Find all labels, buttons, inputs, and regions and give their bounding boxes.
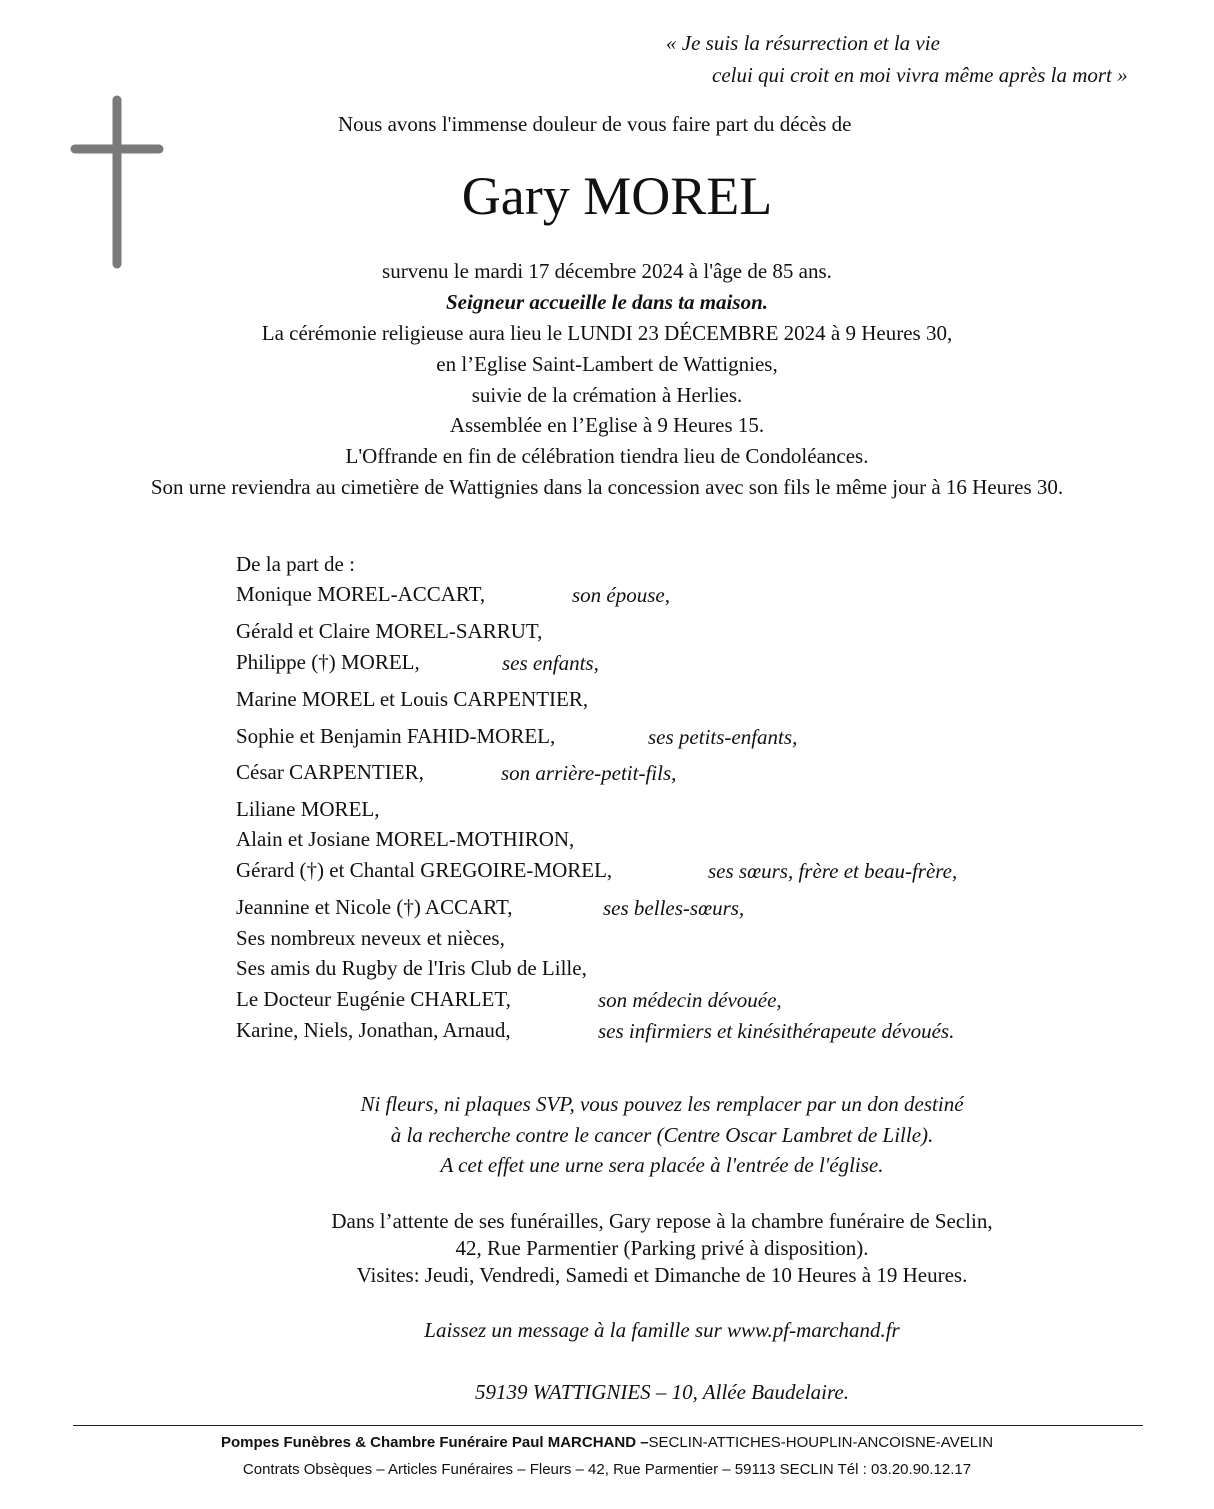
message-link[interactable]: Laissez un message à la famille sur www.pf-marchand.fr: [424, 1318, 900, 1342]
prayer-line: Seigneur accueille le dans ta maison.: [445, 290, 768, 314]
offering-line: L'Offrande en fin de célébration tiendra lieu de Condoléances.: [345, 444, 869, 468]
family-name: Sophie et Benjamin FAHID-MOREL,: [236, 724, 556, 748]
intro-text: Nous avons l'immense douleur de vous faire part du décès de: [338, 112, 852, 136]
assembly-line: Assemblée en l’Eglise à 9 Heures 15.: [449, 413, 765, 437]
footer-company: Pompes Funèbres & Chambre Funéraire Paul MARCHAND –: [220, 1434, 649, 1451]
family-name: Philippe (†) MOREL,: [236, 650, 420, 674]
ceremony-line: La cérémonie religieuse aura lieu le LUNDI 23 DÉCEMBRE 2024 à 9 Heures 30,: [261, 321, 953, 345]
footer-divider: [73, 1425, 1143, 1426]
footer-line-1: [0, 1434, 1214, 1451]
repose-line-3: Visites: Jeudi, Vendredi, Samedi et Dimanche de 10 Heures à 19 Heures.: [356, 1263, 968, 1287]
family-name: Liliane MOREL,: [236, 797, 380, 821]
family-name: Alain et Josiane MOREL-MOTHIRON,: [236, 827, 575, 851]
death-notice: survenu le mardi 17 décembre 2024 à l'âge de 85 ans.: [382, 259, 832, 283]
family-name: Monique MOREL-ACCART,: [236, 582, 486, 606]
family-relation: son arrière-petit-fils,: [501, 761, 677, 785]
urn-line: Son urne reviendra au cimetière de Wattignies dans la concession avec son fils le même jour à 16 Heures 30.: [150, 475, 1064, 499]
family-relation: ses sœurs, frère et beau-frère,: [708, 859, 958, 883]
family-relation: ses enfants,: [502, 651, 599, 675]
family-name: Gérard (†) et Chantal GREGOIRE-MOREL,: [236, 858, 613, 882]
family-address: 59139 WATTIGNIES – 10, Allée Baudelaire.: [475, 1380, 849, 1404]
family-relation: ses petits-enfants,: [648, 725, 798, 749]
family-name: Marine MOREL et Louis CARPENTIER,: [236, 687, 589, 711]
family-heading: De la part de :: [236, 552, 355, 576]
deceased-name: Gary MOREL: [461, 166, 773, 226]
family-relation: ses belles-sœurs,: [603, 896, 745, 920]
quote-line-2: celui qui croit en moi vivra même après la mort »: [712, 63, 1128, 87]
family-name: Ses amis du Rugby de l'Iris Club de Lille,: [236, 956, 587, 980]
family-name: Gérald et Claire MOREL-SARRUT,: [236, 619, 543, 643]
repose-line-2: 42, Rue Parmentier (Parking privé à disposition).: [455, 1236, 869, 1260]
flowers-line-2: à la recherche contre le cancer (Centre Oscar Lambret de Lille).: [390, 1123, 934, 1147]
family-name: Ses nombreux neveux et nièces,: [236, 926, 505, 950]
family-name: Karine, Niels, Jonathan, Arnaud,: [236, 1018, 511, 1042]
family-relation: ses infirmiers et kinésithérapeute dévoués.: [598, 1019, 955, 1043]
family-name: Le Docteur Eugénie CHARLET,: [236, 987, 511, 1011]
flowers-line-3: A cet effet une urne sera placée à l'entrée de l'église.: [440, 1153, 884, 1177]
cremation-line: suivie de la crémation à Herlies.: [471, 383, 743, 407]
family-relation: son médecin dévouée,: [598, 988, 782, 1012]
family-name: César CARPENTIER,: [236, 760, 424, 784]
family-name: Jeannine et Nicole (†) ACCART,: [236, 895, 513, 919]
repose-line-1: Dans l’attente de ses funérailles, Gary repose à la chambre funéraire de Seclin,: [331, 1209, 993, 1233]
flowers-line-1: Ni fleurs, ni plaques SVP, vous pouvez les remplacer par un don destiné: [360, 1092, 964, 1116]
footer-line-2: Contrats Obsèques – Articles Funéraires – Fleurs – 42, Rue Parmentier – 59113 SECLIN Tél : 03.20.90.12.17: [242, 1461, 972, 1478]
footer-towns: SECLIN-ATTICHES-HOUPLIN-ANCOISNE-AVELIN: [648, 1434, 994, 1451]
family-relation: son épouse,: [572, 583, 670, 607]
quote-line-1: « Je suis la résurrection et la vie: [666, 31, 940, 55]
church-line: en l’Eglise Saint-Lambert de Wattignies,: [436, 352, 778, 376]
